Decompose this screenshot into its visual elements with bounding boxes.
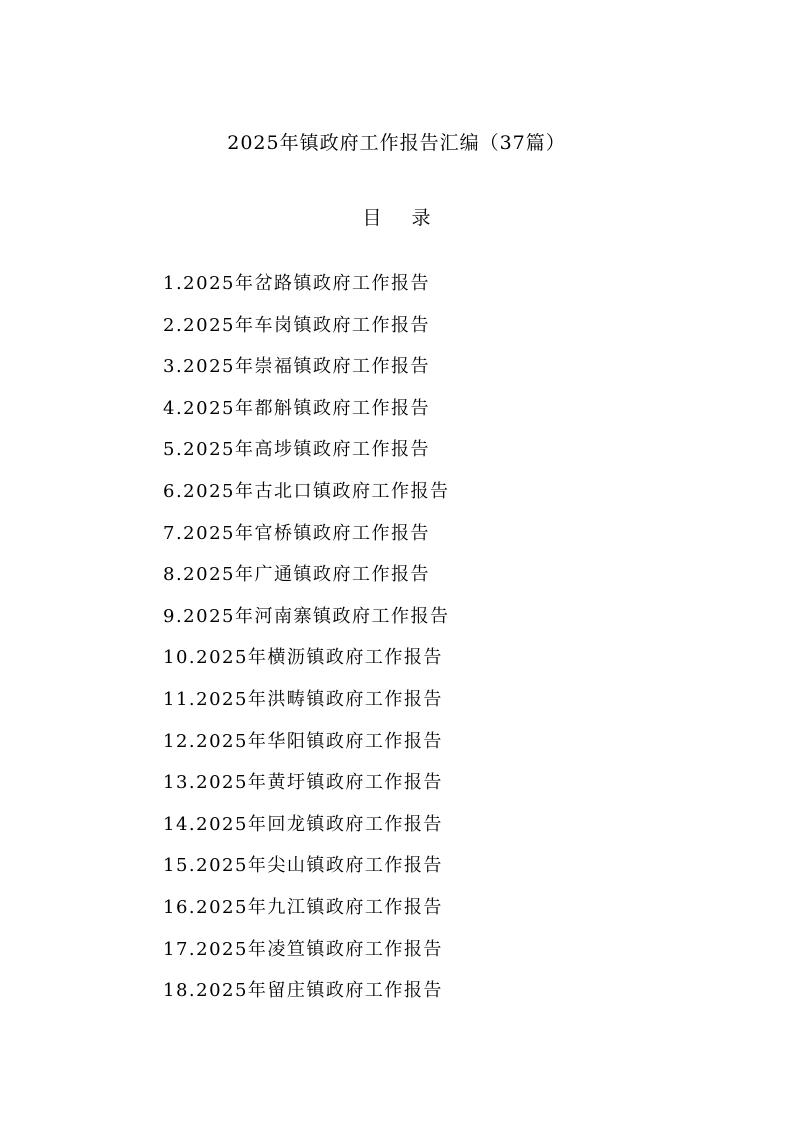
toc-item: 11.2025年洪畴镇政府工作报告 xyxy=(163,688,443,710)
toc-item: 1.2025年岔路镇政府工作报告 xyxy=(163,273,430,294)
toc-item: 10.2025年横沥镇政府工作报告 xyxy=(163,647,443,669)
toc-item: 17.2025年凌笪镇政府工作报告 xyxy=(163,938,443,960)
toc-item: 16.2025年九江镇政府工作报告 xyxy=(163,896,443,918)
toc-heading: 目 录 xyxy=(362,207,443,229)
toc-item: 13.2025年黄圩镇政府工作报告 xyxy=(163,772,443,794)
toc-item: 3.2025年崇福镇政府工作报告 xyxy=(163,356,430,378)
toc-item: 12.2025年华阳镇政府工作报告 xyxy=(163,730,443,752)
toc-item: 5.2025年高埗镇政府工作报告 xyxy=(163,439,430,461)
toc-item: 8.2025年广通镇政府工作报告 xyxy=(163,564,430,586)
toc-item: 9.2025年河南寨镇政府工作报告 xyxy=(163,605,450,627)
toc-list xyxy=(163,269,449,1018)
toc-item: 15.2025年尖山镇政府工作报告 xyxy=(163,855,443,877)
toc-item: 2.2025年车岗镇政府工作报告 xyxy=(163,314,430,336)
document-title: 2025年镇政府工作报告汇编（37篇） xyxy=(227,132,566,154)
toc-item: 4.2025年都斛镇政府工作报告 xyxy=(163,397,430,419)
toc-item: 6.2025年古北口镇政府工作报告 xyxy=(163,480,450,502)
toc-item: 14.2025年回龙镇政府工作报告 xyxy=(163,813,443,835)
toc-item: 7.2025年官桥镇政府工作报告 xyxy=(163,522,430,544)
toc-item: 18.2025年留庄镇政府工作报告 xyxy=(163,980,443,1002)
